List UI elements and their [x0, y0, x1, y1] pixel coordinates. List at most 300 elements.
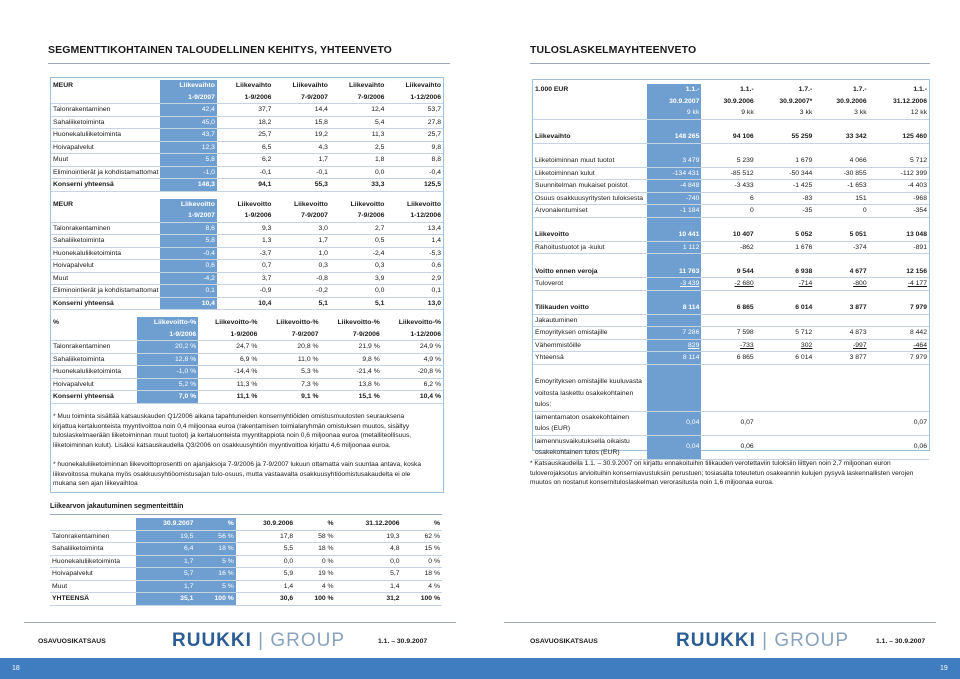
table-cell: -0,4 [386, 166, 443, 179]
row-label: Huonekaluliiketoiminta [50, 555, 136, 568]
table-cell: 8 442 [869, 327, 929, 340]
table-cell: 7,0 % [137, 391, 198, 404]
footer-left-label: OSAVUOSIKATSAUS [38, 638, 106, 645]
spacer-row [533, 119, 929, 131]
table-cell: 1,3 [217, 235, 274, 248]
row-label: Liiketoiminnan kulut [533, 167, 647, 180]
right-section-title: TULOSLASKELMAYHTEENVETO [530, 44, 697, 56]
table-cell: 1,7 [136, 580, 195, 593]
row-label: Hoivapalvelut [51, 260, 160, 273]
goodwill-table [50, 518, 442, 606]
spacer-row [533, 143, 929, 155]
table-cell: -733 [701, 339, 755, 352]
table-cell: -0,9 [217, 285, 274, 298]
income-note: * Katsauskaudella 1.1. – 30.9.2007 on kirjattu ennakoituihin tilikauden verotettaviin tuloksiin liittyen noin 2,7 miljoonan euron tuloverojaksotus arvioituihin konserniavustuksiin perustuen; tosiasalta toteutetun osakeannin kulujen pysyvä laskennallisten verojen muutos on nostanut konsernituloslaskelman verorasitusta noin 1,6 miljoonaa euroa. [530, 460, 914, 487]
table-cell: 55 259 [756, 131, 815, 143]
table-cell: 100 % [402, 593, 442, 606]
row-label: Talonrakentaminen [51, 104, 160, 117]
segment-tables-box [50, 77, 444, 493]
table-corner-label: % [53, 319, 60, 326]
table-cell: 12,4 [330, 104, 387, 117]
column-header: 12 kk [869, 107, 929, 119]
table-cell: 1 112 [647, 241, 701, 254]
table-cell: 19 % [295, 568, 335, 581]
row-label: Osuus osakkuusyritysten tuloksesta [533, 192, 647, 205]
table-cell: 94 106 [701, 131, 755, 143]
table-cell: 0,0 [336, 555, 402, 568]
table-row [51, 297, 443, 310]
table-cell: 1 676 [756, 241, 815, 254]
table-row [533, 327, 929, 340]
table-cell [756, 314, 815, 327]
row-label: Muut [50, 580, 136, 593]
table-cell: 8 114 [647, 302, 701, 314]
row-label: Yhteensä [533, 352, 647, 365]
table-cell: 16 % [195, 568, 235, 581]
table-cell: 9,1 % [259, 391, 320, 404]
table-row [50, 530, 442, 543]
row-label: Muut [51, 272, 160, 285]
column-period: 1-12/2006 [386, 92, 443, 104]
table-cell [701, 314, 755, 327]
table-cell: 55,3 [273, 179, 330, 192]
table-cell: 5 239 [701, 155, 755, 167]
row-label: Eliminointierät ja kohdistamattomat [51, 285, 160, 298]
logo-group: GROUP [774, 630, 850, 651]
table-cell: 33 342 [814, 131, 868, 143]
table-header-row [51, 80, 443, 92]
table-header-row [51, 92, 443, 104]
table-cell: 6,2 % [382, 378, 443, 391]
table-cell: 1,8 [330, 154, 387, 167]
table-cell: -35 [756, 205, 815, 218]
table-cell: 5,7 [136, 568, 195, 581]
table-cell: 31,2 [336, 593, 402, 606]
row-label: Huonekaluliiketoiminta [51, 366, 137, 379]
table-cell: 56 % [195, 530, 235, 543]
row-label: Huonekaluliiketoiminta [51, 247, 160, 260]
table-cell: -2 680 [701, 278, 755, 291]
page-number-right: 19 [940, 665, 948, 672]
table-cell: -374 [814, 241, 868, 254]
income-statement-box [532, 79, 930, 456]
table-row [51, 104, 443, 117]
column-period: 7-9/2006 [321, 329, 382, 341]
table-cell: 7 979 [869, 352, 929, 365]
table-row [51, 222, 443, 235]
column-period: 1-9/2006 [198, 329, 259, 341]
table-row [533, 241, 929, 254]
table-row [533, 229, 929, 241]
row-label: Hoivapalvelut [51, 378, 137, 391]
row-label: Liikevoitto [533, 229, 647, 241]
table-cell: 94,1 [217, 179, 274, 192]
table-cell: 13,4 [386, 222, 443, 235]
table-cell: 42,4 [160, 104, 217, 117]
table-cell: 829 [647, 339, 701, 352]
table-cell: 6 865 [701, 352, 755, 365]
row-label: laimentamaton osakekohtainen tulos (EUR) [533, 411, 647, 435]
table-cell: -968 [869, 192, 929, 205]
footer-date-right: 1.1. – 30.9.2007 [876, 638, 926, 645]
column-period: 7-9/2007 [259, 329, 320, 341]
table-cell: 0 [701, 205, 755, 218]
table-cell: -4,2 [160, 272, 217, 285]
table-row [51, 129, 443, 142]
footer-bar-right [480, 658, 960, 679]
table-cell: -0,4 [160, 247, 217, 260]
table-cell: 30,6 [236, 593, 295, 606]
row-label: Jakautuminen [533, 314, 647, 327]
spacer-row [533, 290, 929, 302]
table-corner-label: 1.000 EUR [535, 86, 569, 93]
table-cell: 19,5 [136, 530, 195, 543]
table-cell: 0,0 [330, 285, 387, 298]
table-cell: 11,3 % [198, 378, 259, 391]
table-cell: 148 265 [647, 131, 701, 143]
row-label: Hoivapalvelut [51, 141, 160, 154]
table-cell: 0,07 [701, 411, 755, 435]
table-cell: 0 % [295, 555, 335, 568]
table-cell: 5,8 [160, 235, 217, 248]
row-label: Talonrakentaminen [51, 341, 137, 354]
table-cell: 4 677 [814, 266, 868, 278]
table-cell: 37,7 [217, 104, 274, 117]
table-cell: 1,7 [273, 235, 330, 248]
row-label: Liikevaihto [533, 131, 647, 143]
row-label: Tilikauden voitto [533, 302, 647, 314]
table-cell: -891 [869, 241, 929, 254]
logo-group: GROUP [270, 630, 346, 651]
table-row [51, 285, 443, 298]
column-header: 1.7.- [853, 86, 867, 93]
table-cell: 12,8 % [137, 353, 198, 366]
table-cell: 6,2 [217, 154, 274, 167]
table-cell: 45,0 [160, 116, 217, 129]
column-header: 9 kk [701, 107, 755, 119]
table-cell: 8,6 [160, 222, 217, 235]
table-cell: 7,3 % [259, 378, 320, 391]
table-cell: 4 066 [814, 155, 868, 167]
table-cell: -1 653 [814, 180, 868, 193]
table-cell: 0,1 [160, 285, 217, 298]
row-label: Vähemmistöille [533, 339, 647, 352]
table-cell: 5 712 [869, 155, 929, 167]
table-cell: 5 051 [814, 229, 868, 241]
title-rule-right [530, 63, 930, 64]
row-label: laimennusvaikutuksella oikaistu osakekohtainen tulos (EUR) [533, 435, 647, 459]
table-cell: 5,9 [236, 568, 295, 581]
table-cell: 1,4 [336, 580, 402, 593]
table-row [50, 593, 442, 606]
table-cell: -800 [814, 278, 868, 291]
table-cell: 7 286 [647, 327, 701, 340]
table-header-row [533, 96, 929, 108]
table-cell [756, 435, 815, 459]
table-cell: 3,7 [217, 272, 274, 285]
table-cell [814, 435, 868, 459]
table-row [51, 116, 443, 129]
column-header: Liikevoitto [237, 200, 272, 208]
table-cell: -862 [701, 241, 755, 254]
table-cell: 4 873 [814, 327, 868, 340]
goodwill-table-wrap [50, 518, 442, 606]
table-header-row [533, 107, 929, 119]
column-header: Liikevaihto [160, 80, 217, 92]
column-header: Liikevoitto [293, 200, 328, 208]
table-cell: -0,1 [273, 166, 330, 179]
table-cell: 18,2 [217, 116, 274, 129]
table-cell: 11,0 % [259, 353, 320, 366]
note-other-operations: * Muu toiminta sisältää katsauskauden Q1/2006 aikana tapahtuneiden konsernyhtiöiden omistusmuutosten seurauksena kirjattua kertaluonteista myyntivoittoa noin 0,4 miljoonaa euroa (rakentamisen toimialaryhmän omistuksen muutos, sisältyy tuloslaskelmaerään liiketoiminnan muut tuotot) ja kertaluonteista myyntitappiota noin 0,6 miljoonaa euroa (metalliteollisuus, liiketoiminnan kulut). Lisäksi katsauskaudella Q3/2006 on osakkuusyhtiön myyntivoittoa kirjattu 4,6 miljoonaa euroa. [53, 413, 412, 449]
table-row [533, 205, 929, 218]
column-header: 1.7.- [798, 86, 813, 93]
table-cell: 0 [814, 205, 868, 218]
left-section-title: SEGMENTTIKOHTAINEN TALOUDELLINEN KEHITYS, YHTEENVETO [48, 44, 392, 56]
table-cell: 21,9 % [321, 341, 382, 354]
table-cell: -134 431 [647, 167, 701, 180]
column-period: 7-9/2007 [273, 210, 330, 222]
column-header: Liikevoitto [160, 199, 217, 211]
column-period: 1-9/2007 [160, 92, 217, 104]
table-cell: 0 % [402, 555, 442, 568]
column-header: % [402, 518, 442, 530]
table-cell: 27,8 [386, 116, 443, 129]
table-cell: 12 156 [869, 266, 929, 278]
column-header: 30.9.2007 [647, 96, 701, 108]
table-header-row [51, 317, 443, 329]
column-header: Liikevoitto-% [276, 319, 319, 326]
table-cell: 20,2 % [137, 341, 198, 354]
row-label: Hoivapalvelut [50, 568, 136, 581]
table-cell: 18 % [295, 543, 335, 556]
column-period: 7-9/2006 [330, 210, 387, 222]
table-cell: -740 [647, 192, 701, 205]
row-label: Rahoitustuotot ja -kulut [533, 241, 647, 254]
table-corner-label: MEUR [53, 82, 74, 89]
table-cell: 5 % [195, 580, 235, 593]
table-cell: 0,6 [386, 260, 443, 273]
table-row [533, 352, 929, 365]
right-page [480, 0, 960, 679]
table-cell: 2,7 [330, 222, 387, 235]
table-header-row [50, 518, 442, 530]
table-row [51, 179, 443, 192]
column-header: Liikevoitto-% [398, 319, 441, 326]
row-label: YHTEENSÄ [50, 593, 136, 606]
column-period: 1-9/2006 [137, 329, 198, 341]
row-label: Sahaliiketoiminta [50, 543, 136, 556]
table-cell: 4,9 % [382, 353, 443, 366]
table-cell: 0,07 [869, 411, 929, 435]
column-header: % [295, 518, 335, 530]
row-label: Suunnitelman mukaiset poistot [533, 180, 647, 193]
table-cell: 151 [814, 192, 868, 205]
table-header-row [51, 329, 443, 341]
row-label: Liiketoiminnan muut tuotot [533, 155, 647, 167]
table-cell: 4 % [402, 580, 442, 593]
column-header: Liikevaihto [405, 82, 441, 89]
table-cell: 3,9 [330, 272, 387, 285]
table-cell: 1 679 [756, 155, 815, 167]
table-row [533, 180, 929, 193]
operating-margin-table [51, 317, 443, 404]
table-row [50, 580, 442, 593]
table-cell: 9,3 [217, 222, 274, 235]
table-row [533, 131, 929, 143]
table-cell: 11,1 % [198, 391, 259, 404]
table-cell: 5,1 [273, 297, 330, 310]
spacer-row [533, 217, 929, 229]
table-cell: 7 598 [701, 327, 755, 340]
column-period: 7-9/2006 [330, 92, 387, 104]
table-cell: 5,5 [236, 543, 295, 556]
table-cell: 18 % [195, 543, 235, 556]
column-period: 1-9/2006 [217, 210, 274, 222]
table-cell: 0,0 [236, 555, 295, 568]
table-row [533, 411, 929, 435]
table-cell: 0,3 [330, 260, 387, 273]
column-period: 1-9/2006 [217, 92, 274, 104]
table-cell: 3 877 [814, 302, 868, 314]
table-cell: -5,3 [386, 247, 443, 260]
table-cell: 302 [756, 339, 815, 352]
table-cell: 3 479 [647, 155, 701, 167]
logo-ruukki: RUUKKI [172, 630, 252, 651]
table-row [51, 260, 443, 273]
table-cell: 43,7 [160, 129, 217, 142]
table-cell: -0,2 [273, 285, 330, 298]
table-header-row [51, 199, 443, 211]
table-cell [647, 376, 701, 411]
table-cell [814, 314, 868, 327]
table-cell: -3 439 [647, 278, 701, 291]
table-cell: 4,8 [336, 543, 402, 556]
table-row [50, 555, 442, 568]
column-header: Liikevoitto-% [215, 319, 258, 326]
table-cell: 2,9 [386, 272, 443, 285]
table-cell [869, 376, 929, 411]
table-cell: 0,6 [160, 260, 217, 273]
table-cell: 5,7 [336, 568, 402, 581]
table-row [51, 366, 443, 379]
table-cell: -1,0 % [137, 366, 198, 379]
table-cell: 10 407 [701, 229, 755, 241]
table-cell: 5,3 % [259, 366, 320, 379]
table-cell: 19,3 [336, 530, 402, 543]
table-cell: -3 433 [701, 180, 755, 193]
row-label: Konserni yhteensä [51, 297, 160, 310]
table-cell: 1,4 [386, 235, 443, 248]
table-cell: -4 403 [869, 180, 929, 193]
row-label: Emoyrityksen omistajille [533, 327, 647, 340]
row-label: Sahaliiketoiminta [51, 353, 137, 366]
table-cell: 1,0 [273, 247, 330, 260]
table-cell: 6 938 [756, 266, 815, 278]
table-cell: 1,4 [236, 580, 295, 593]
table-cell: 9,8 [386, 141, 443, 154]
table-cell: 9 544 [701, 266, 755, 278]
table-cell: 25,7 [386, 129, 443, 142]
table-row [533, 314, 929, 327]
table-cell: 1,7 [273, 154, 330, 167]
spacer-row [533, 364, 929, 376]
row-label: Voitto ennen veroja [533, 266, 647, 278]
table-cell [814, 411, 868, 435]
table-cell: 13 048 [869, 229, 929, 241]
table-cell: 100 % [295, 593, 335, 606]
footer-rule-right [504, 622, 936, 623]
column-header: Liikevoitto [350, 200, 385, 208]
table-row [51, 247, 443, 260]
row-label: Huonekaluliiketoiminta [51, 129, 160, 142]
table-cell: 6,9 % [198, 353, 259, 366]
column-header: 31.12.2006 [336, 518, 402, 530]
table-row [51, 391, 443, 404]
table-row [533, 435, 929, 459]
table-cell: 0,06 [869, 435, 929, 459]
table-cell: 5 % [195, 555, 235, 568]
table-cell: 15,8 [273, 116, 330, 129]
column-header: 30.9.2006 [836, 97, 867, 105]
table-cell [647, 314, 701, 327]
goodwill-rule [50, 514, 442, 515]
table-cell: 24,9 % [382, 341, 443, 354]
table-cell: 0,1 [386, 285, 443, 298]
table-cell: 6 865 [701, 302, 755, 314]
row-label: Konserni yhteensä [51, 391, 137, 404]
table-cell: 8,8 [386, 154, 443, 167]
row-label: Eliminointierät ja kohdistamattomat [51, 166, 160, 179]
table-row [51, 378, 443, 391]
table-cell: 5 052 [756, 229, 815, 241]
table-cell [814, 376, 868, 411]
revenue-table [51, 80, 443, 192]
table-cell: -50 344 [756, 167, 815, 180]
table-cell: 62 % [402, 530, 442, 543]
row-label: Sahaliiketoiminta [51, 116, 160, 129]
table-row [533, 302, 929, 314]
column-period: 1-12/2006 [382, 329, 443, 341]
table-cell [756, 376, 815, 411]
note-furniture-margin: * huonekaluliiketoiminnan liikevoittoprosentti on ajanjaksoja 7-9/2006 ja 7-9/2007 lukuun ottamatta vain suuntaa antava, koska liikevoitossa mukana myös osakkuusyhtiöomistusajan tulo-osuus, mutta vastaavalta osakkuusyhtiöomistusakaudelta ei ole mukana sen ajan liikevaihtoa [53, 461, 422, 488]
table-cell: 20,8 % [259, 341, 320, 354]
table-cell: 24,7 % [198, 341, 259, 354]
table-cell: 100 % [195, 593, 235, 606]
column-header: 30.9.2007* [779, 97, 813, 105]
table-cell [701, 376, 755, 411]
table-cell: -21,4 % [321, 366, 382, 379]
table-cell: -1 425 [756, 180, 815, 193]
footer-left-label-right: OSAVUOSIKATSAUS [530, 638, 598, 645]
table-row [50, 543, 442, 556]
table-row [51, 141, 443, 154]
table-row [51, 166, 443, 179]
table-cell: 5,8 [160, 154, 217, 167]
table-header-row [51, 210, 443, 222]
table-cell: 6,5 [217, 141, 274, 154]
table-row [533, 266, 929, 278]
column-header: 31.12.2006 [892, 97, 927, 105]
table-cell: -354 [869, 205, 929, 218]
table-row [533, 155, 929, 167]
table-cell: 125,5 [386, 179, 443, 192]
table-cell: -20,8 % [382, 366, 443, 379]
table-row [533, 339, 929, 352]
column-header: 3 kk [814, 107, 868, 119]
column-header: Liikevaihto [348, 82, 385, 89]
table-cell: 0,3 [273, 260, 330, 273]
